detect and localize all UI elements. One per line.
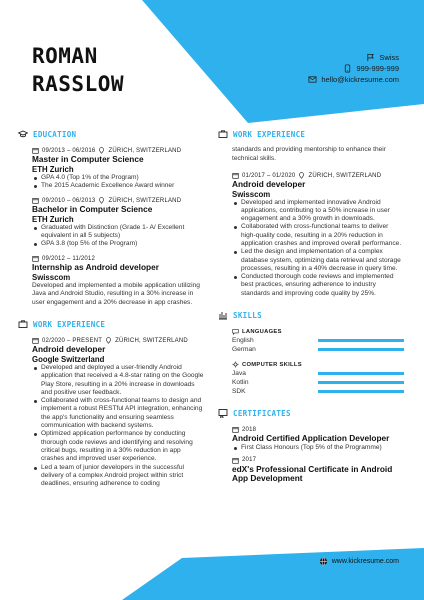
entry-bullets [32, 174, 204, 191]
bullet-item: Led the design and implementation of a complex database system, optimizing data retrieval and storage processes, resulting in a 40% decrease in query time. [232, 248, 404, 273]
entry-bullets [32, 224, 204, 249]
bullet-item: Developed and deployed a user-friendly Android application that received a 4.8-star rating on the Google Play Store, resulting in a 20% increase in downloads and positive user feedback. [32, 364, 204, 397]
company-name: Swisscom [232, 189, 271, 199]
work-entry [32, 336, 204, 488]
phone-text: 999-999-999 [356, 64, 399, 73]
certificate-entry [232, 456, 404, 484]
calendar-icon [232, 172, 239, 179]
globe-icon [319, 557, 328, 566]
computer-skills-group [232, 360, 404, 396]
skill-level-bar [318, 372, 404, 375]
location-pin-icon [98, 147, 105, 154]
contact-location [308, 52, 399, 63]
bullet-item: Optimized application performance by conducting thorough code reviews and identifying and resolving critical bugs, resulting in a 30% reduction in app crashes and improved user experience. [32, 430, 204, 463]
entry-bullets [232, 199, 404, 299]
work-experience-heading [218, 127, 404, 141]
certificate-entry [232, 425, 404, 452]
skill-level-bar [318, 348, 404, 351]
continued-text: standards and providing mentorship to enhance their technical skills. [232, 146, 386, 162]
job-role: Android developer [232, 179, 306, 189]
work-entry [232, 171, 404, 298]
skill-name: SDK [232, 388, 246, 396]
school-name: ETH Zurich [32, 164, 74, 174]
certificate-year: 2017 [242, 457, 257, 464]
entry-location: ZÜRICH, SWITZERLAND [108, 147, 182, 154]
calendar-icon [32, 255, 39, 262]
computer-skills-label: COMPUTER SKILLS [242, 361, 302, 368]
education-entry [32, 146, 204, 190]
bullet-item: First Class Honours (Top 5% of the Programme) [232, 444, 404, 452]
candidate-name [32, 42, 124, 98]
school-name: Swisscom [32, 272, 71, 282]
languages-heading [232, 327, 404, 336]
footer-website[interactable] [319, 557, 399, 566]
education-entry [32, 254, 204, 307]
first-name: ROMAN [32, 44, 98, 68]
bullet-item: Graduated with Distinction (Grade 1- A/ Excellent equivalent in all 5 subjects) [32, 224, 204, 241]
work-experience-title: WORK EXPERIENCE [233, 129, 306, 139]
flag-icon [366, 53, 375, 62]
certificates-title: CERTIFICATES [233, 408, 291, 418]
degree-title: Master in Computer Science [32, 154, 144, 164]
flask-icon [218, 310, 228, 320]
bullet-item: Conducted thorough code reviews and implemented best practices, ensuring adherence to industry standards and improving code quality by 25%. [232, 273, 404, 298]
briefcase-icon [18, 319, 28, 329]
degree-title: Internship as Android developer [32, 262, 159, 273]
calendar-icon [32, 197, 39, 204]
contact-phone[interactable] [308, 63, 399, 74]
entry-dates: 09/2012 – 11/2012 [42, 255, 96, 262]
skill-row [232, 378, 404, 387]
left-column [18, 127, 204, 494]
entry-location: ZÜRICH, SWITZERLAND [108, 197, 182, 204]
last-name: RASSLOW [32, 72, 125, 96]
calendar-icon [32, 147, 39, 154]
education-heading [18, 127, 204, 141]
skill-name: German [232, 346, 256, 354]
contact-email[interactable] [308, 74, 399, 85]
calendar-icon [232, 426, 239, 433]
education-entry [32, 196, 204, 248]
bullet-item: GPA 4.0 (Top 1% of the Program) [32, 174, 204, 182]
skill-level-bar [318, 339, 404, 342]
degree-title: Bachelor in Computer Science [32, 204, 153, 215]
mail-icon [308, 75, 317, 84]
skill-level-bar [318, 381, 404, 384]
entry-dates: 09/2010 – 06/2013 [42, 197, 96, 204]
skill-name: Kotlin [232, 379, 249, 387]
certificate-icon [218, 408, 228, 418]
certificate-name: edX's Professional Certificate in Android App Development [232, 463, 393, 484]
speech-bubble-icon [232, 328, 239, 335]
school-name: ETH Zurich [32, 214, 74, 224]
calendar-icon [232, 457, 239, 464]
entry-bullets [232, 444, 404, 452]
contact-info [308, 52, 399, 85]
entry-dates: 02/2020 – PRESENT [42, 337, 103, 344]
skill-name: English [232, 337, 254, 345]
skills-heading [218, 308, 404, 322]
entry-dates: 09/2013 – 06/2016 [42, 147, 96, 154]
entry-location: ZÜRICH, SWITZERLAND [308, 172, 382, 179]
certificate-name: Android Certified Application Developer [232, 433, 390, 444]
bullet-item: The 2015 Academic Excellence Award winner [32, 182, 204, 190]
briefcase-icon [218, 129, 228, 139]
bullet-item: Collaborated with cross-functional teams to design and implement a robust RESTful API integration, enhancing the app's functionality and ensuring seamless communication with backend systems. [32, 397, 204, 430]
work-entry-continued [232, 146, 404, 163]
languages-label: LANGUAGES [242, 328, 282, 335]
gear-icon [232, 361, 239, 368]
bullet-item: Led a team of junior developers in the successful delivery of a complex Android project within strict deadlines, ensuring adherence to coding [32, 464, 204, 489]
location-text: Swiss [379, 53, 399, 62]
skill-row [232, 387, 404, 396]
entry-location: ZÜRICH, SWITZERLAND [115, 337, 188, 344]
skill-row [232, 345, 404, 354]
job-role: Android developer [32, 344, 106, 355]
calendar-icon [32, 337, 39, 344]
skill-row [232, 336, 404, 345]
bullet-item: Developed and implemented innovative Android applications, contributing to a 50% increase in user engagement and a 30% growth in downloads. [232, 199, 404, 224]
right-column [218, 127, 404, 490]
entry-dates: 01/2017 – 01/2020 [242, 172, 296, 179]
computer-skills-heading [232, 360, 404, 369]
skill-row [232, 369, 404, 378]
location-pin-icon [298, 172, 305, 179]
skill-level-bar [318, 390, 404, 393]
skill-name: Java [232, 370, 246, 378]
entry-bullets [32, 364, 204, 488]
work-experience-heading [18, 317, 204, 331]
phone-icon [343, 64, 352, 73]
skills-title: SKILLS [233, 310, 262, 320]
certificates-heading [218, 406, 404, 420]
company-name: Google Switzerland [32, 354, 105, 364]
bullet-item: GPA 3.8 (top 5% of the Program) [32, 240, 204, 248]
website-text: www.kickresume.com [331, 558, 399, 565]
location-pin-icon [105, 337, 112, 344]
languages-group [232, 327, 404, 354]
bullet-item: Collaborated with cross-functional teams to deliver high-quality code, resulting in a 20% reduction in application crashes and improved overall performance. [232, 223, 404, 248]
entry-description: Developed and implemented a mobile application utilizing Java and Android Studio, resulting in a 30% increase in user engagement and a 20% decrease in app crashes. [32, 281, 200, 306]
email-text: hello@kickresume.com [321, 75, 399, 84]
work-experience-title: WORK EXPERIENCE [33, 319, 106, 329]
education-title: EDUCATION [33, 129, 77, 139]
location-pin-icon [98, 197, 105, 204]
certificate-year: 2018 [242, 426, 257, 433]
graduation-cap-icon [18, 129, 28, 139]
